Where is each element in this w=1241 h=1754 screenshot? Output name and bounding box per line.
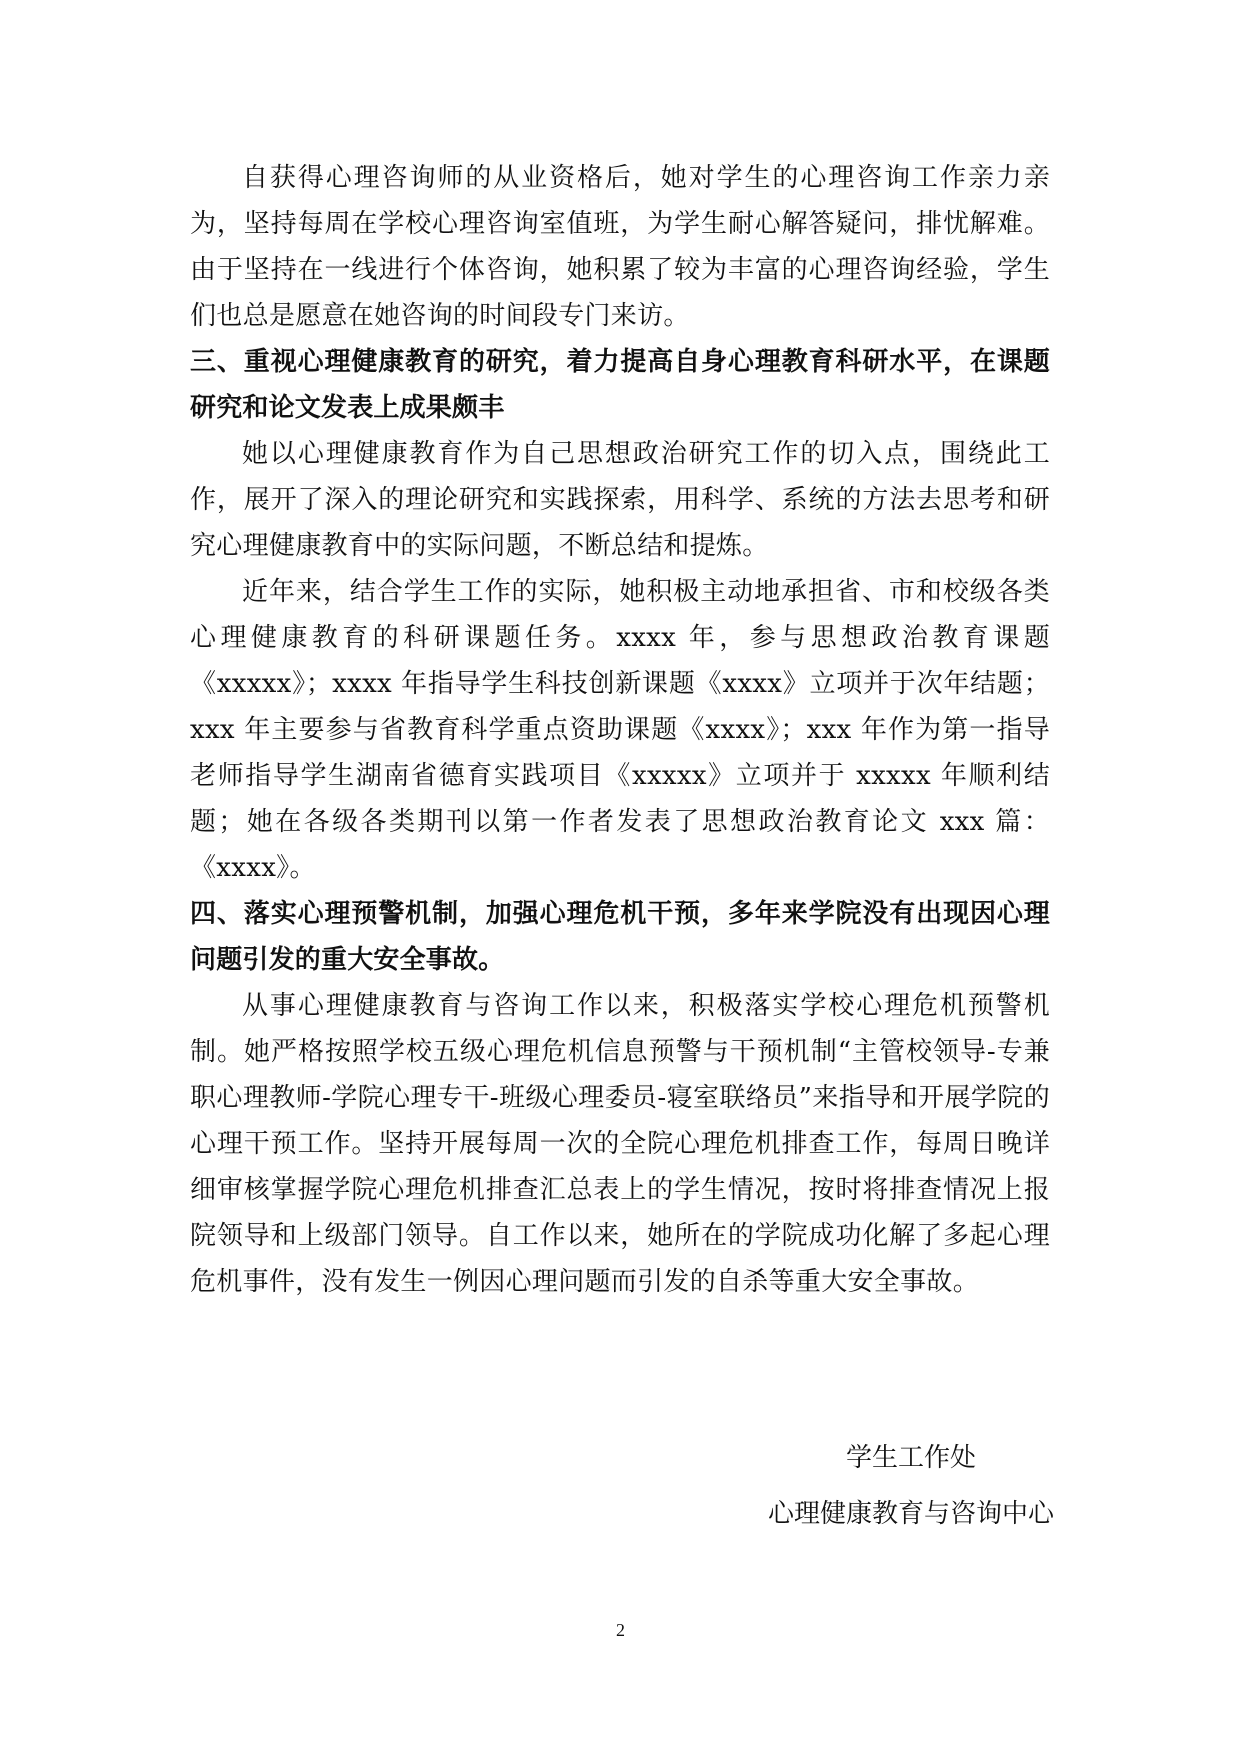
page-number: 2 [616, 1620, 625, 1640]
paragraph-research-focus: 她以心理健康教育作为自己思想政治研究工作的切入点，围绕此工作，展开了深入的理论研究和实践探索，用科学、系统的方法去思考和研究心理健康教育中的实际问题，不断总结和提炼。 [190, 439, 1050, 561]
section-heading-four: 四、落实心理预警机制，加强心理危机干预，多年来学院没有出现因心理问题引发的重大安全事故。 [190, 899, 1050, 975]
signature-center: 心理健康教育与咨询中心 [767, 1499, 1054, 1529]
signature-block [761, 1430, 1061, 1542]
paragraph-counseling-practice: 自获得心理咨询师的从业资格后，她对学生的心理咨询工作亲力亲为，坚持每周在学校心理咨询室值班，为学生耐心解答疑问，排忧解难。由于坚持在一线进行个体咨询，她积累了较为丰富的心理咨询经验，学生们也总是愿意在她咨询的时间段专门来访。 [190, 163, 1050, 331]
paragraph-research-projects: 近年来，结合学生工作的实际，她积极主动地承担省、市和校级各类心理健康教育的科研课题任务。xxxx 年，参与思想政治教育课题《xxxxx》；xxxx 年指导学生科技创新课题《xxxx》立项并于次年结题；xxx 年主要参与省教育科学重点资助课题《xxxx》；xxx 年作为第一指导老师指导学生湖南省德育实践项目《xxxxx》立项并于 xxxxx 年顺利结题；她在各级各类期刊以第一作者发表了思想政治教育论文 xxx 篇：《xxxx》。 [190, 577, 1050, 883]
document-body [190, 155, 1050, 1305]
signature-department: 学生工作处 [845, 1443, 976, 1473]
section-heading-three: 三、重视心理健康教育的研究，着力提高自身心理教育科研水平，在课题研究和论文发表上成果颇丰 [190, 347, 1050, 423]
paragraph-crisis-intervention: 从事心理健康教育与咨询工作以来，积极落实学校心理危机预警机制。她严格按照学校五级心理危机信息预警与干预机制“主管校领导-专兼职心理教师-学院心理专干-班级心理委员-寝室联络员”来指导和开展学院的心理干预工作。坚持开展每周一次的全院心理危机排查工作，每周日晚详细审核掌握学院心理危机排查汇总表上的学生情况，按时将排查情况上报院领导和上级部门领导。自工作以来，她所在的学院成功化解了多起心理危机事件，没有发生一例因心理问题而引发的自杀等重大安全事故。 [190, 991, 1050, 1297]
